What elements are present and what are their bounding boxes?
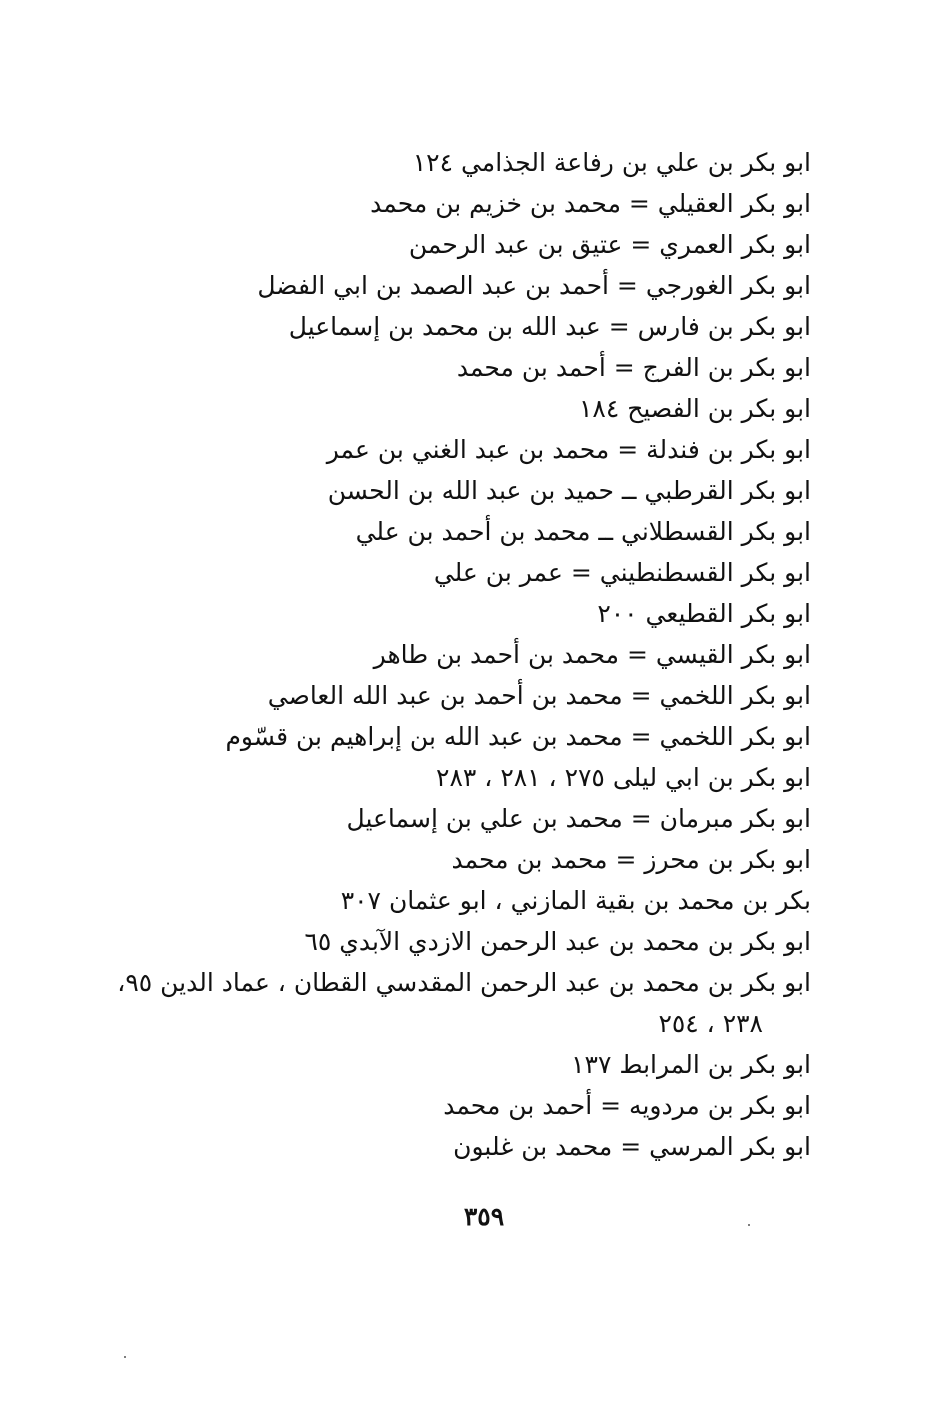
page-number: ٣٥٩ <box>463 1202 505 1231</box>
index-entry: ابو بكر القطيعي ٢٠٠ <box>597 599 811 628</box>
index-entry: ابو بكر اللخمي = محمد بن أحمد بن عبد الله العاصي <box>267 681 811 710</box>
index-entry: ابو بكر القرطبي ــ حميد بن عبد الله بن الحسن <box>327 476 811 505</box>
index-entry: ابو بكر بن محمد بن عبد الرحمن المقدسي القطان ، عماد الدين ٩٥، <box>117 968 811 997</box>
index-entry: ابو بكر العمري = عتيق بن عبد الرحمن <box>408 230 811 259</box>
index-entry: ابو بكر المرسي = محمد بن غلبون <box>453 1132 811 1161</box>
index-entry: ابو بكر بن علي بن رفاعة الجذامي ١٢٤ <box>412 148 811 177</box>
index-entry: ابو بكر القسطلاني ــ محمد بن أحمد بن علي <box>355 517 811 546</box>
index-entries <box>111 142 811 1167</box>
index-entry: ابو بكر اللخمي = محمد بن عبد الله بن إبراهيم بن قسّوم <box>225 722 811 751</box>
index-entry: ابو بكر بن ابي ليلى ٢٧٥ ، ٢٨١ ، ٢٨٣ <box>436 763 811 792</box>
index-entry: ابو بكر بن فندلة = محمد بن عبد الغني بن عمر <box>326 435 811 464</box>
index-entry: ابو بكر العقيلي = محمد بن خزيم بن محمد <box>370 189 811 218</box>
index-entry: ابو بكر بن فارس = عبد الله بن محمد بن إسماعيل <box>288 312 811 341</box>
index-entry: ابو بكر الغورجي = أحمد بن عبد الصمد بن ابي الفضل <box>257 271 811 300</box>
index-entry: ابو بكر بن الفصيح ١٨٤ <box>578 394 811 423</box>
scan-speck <box>124 1356 126 1358</box>
index-entry: بكر بن محمد بن بقية المازني ، ابو عثمان ٣٠٧ <box>340 886 811 915</box>
index-entry: ابو بكر القيسي = محمد بن أحمد بن طاهر <box>373 640 811 669</box>
index-entry: ابو بكر القسطنطيني = عمر بن علي <box>433 558 811 587</box>
index-entry: ابو بكر بن الفرج = أحمد بن محمد <box>456 353 811 382</box>
index-entry: ابو بكر بن مردويه = أحمد بن محمد <box>443 1091 811 1120</box>
index-entry: ابو بكر مبرمان = محمد بن علي بن إسماعيل <box>346 804 811 833</box>
index-entry-continuation: ٢٣٨ ، ٢٥٤ <box>658 1009 763 1038</box>
index-entry: ابو بكر بن محمد بن عبد الرحمن الازدي الآبدي ٦٥ <box>304 927 811 956</box>
scan-speck <box>748 1224 750 1226</box>
index-entry: ابو بكر بن المرابط ١٣٧ <box>571 1050 811 1079</box>
index-entry: ابو بكر بن محرز = محمد بن محمد <box>451 845 811 874</box>
